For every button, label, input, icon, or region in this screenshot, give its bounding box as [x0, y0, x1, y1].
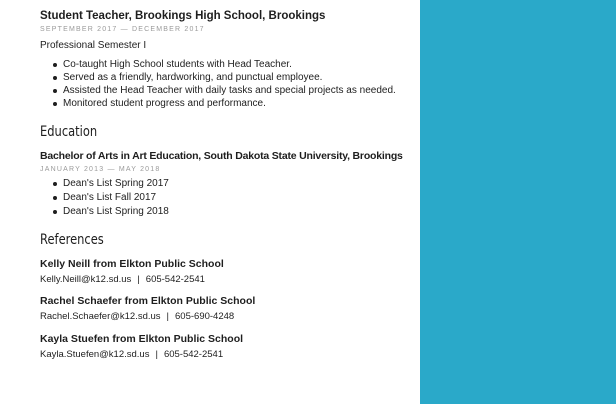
- reference-phone[interactable]: 605-542-2541: [145, 274, 205, 285]
- education-dates: JANUARY 2013 — MAY 2018: [40, 166, 161, 173]
- list-item: Dean's List Fall 2017: [40, 191, 169, 205]
- job-title: Student Teacher, Brookings High School, Brookings: [40, 10, 326, 22]
- reference-name: Kelly Neill from Elkton Public School: [40, 258, 224, 270]
- resume-main-column: [40, 0, 410, 404]
- reference-name: Rachel Schaefer from Elkton Public School: [40, 295, 256, 307]
- list-item: Dean's List Spring 2017: [40, 177, 169, 191]
- reference-contact: [40, 311, 234, 322]
- list-item: Co-taught High School students with Head Teacher.: [40, 58, 396, 71]
- reference-name: Kayla Stuefen from Elkton Public School: [40, 333, 244, 345]
- job-dates: SEPTEMBER 2017 — DECEMBER 2017: [40, 26, 205, 33]
- list-item: Dean's List Spring 2018: [40, 205, 169, 219]
- references-heading: References: [40, 232, 104, 248]
- right-sidebar-panel: [420, 0, 616, 404]
- list-item: Assisted the Head Teacher with daily tasks and special projects as needed.: [40, 84, 396, 97]
- education-bullets: [40, 177, 169, 219]
- reference-phone[interactable]: 605-690-4248: [175, 311, 235, 322]
- contact-separator: |: [155, 349, 158, 360]
- list-item: Served as a friendly, hardworking, and punctual employee.: [40, 71, 396, 84]
- degree-title: Bachelor of Arts in Art Education, South Dakota State University, Brookings: [40, 150, 403, 162]
- contact-separator: |: [137, 274, 140, 285]
- reference-email[interactable]: Kelly.Neill@k12.sd.us: [40, 274, 132, 285]
- reference-email[interactable]: Rachel.Schaefer@k12.sd.us: [40, 311, 161, 322]
- job-subtitle: Professional Semester I: [40, 40, 147, 51]
- reference-email[interactable]: Kayla.Stuefen@k12.sd.us: [40, 349, 150, 360]
- reference-phone[interactable]: 605-542-2541: [163, 349, 224, 360]
- reference-contact: [40, 274, 205, 285]
- reference-contact: [40, 349, 223, 360]
- contact-separator: |: [166, 311, 170, 322]
- job-bullets: [40, 58, 396, 110]
- education-heading: Education: [40, 124, 98, 140]
- list-item: Monitored student progress and performance.: [40, 97, 396, 110]
